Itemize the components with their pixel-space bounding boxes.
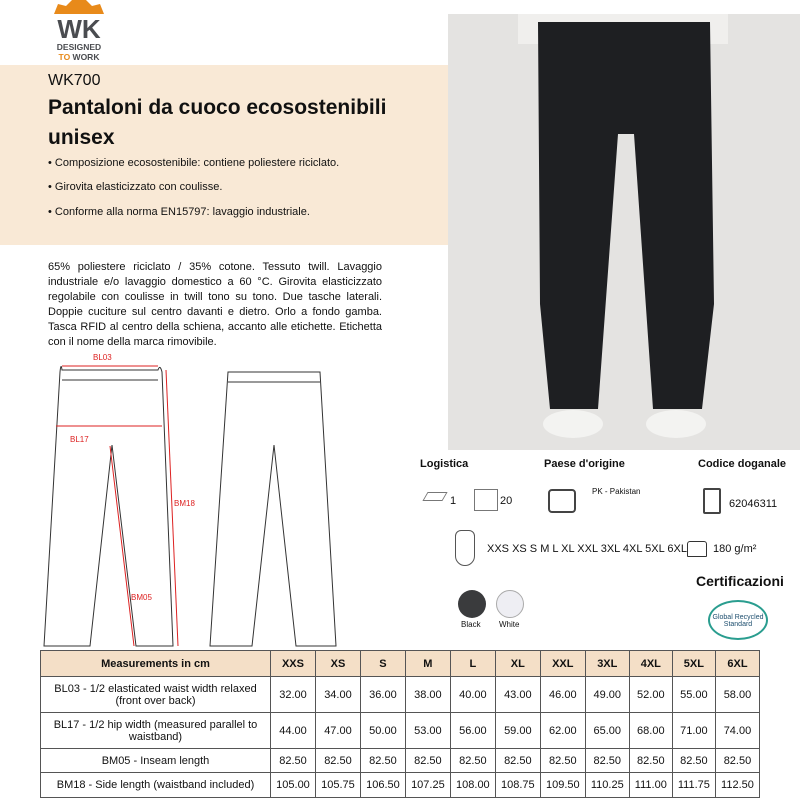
column-header: XL: [495, 651, 540, 677]
measurement-value: 53.00: [405, 713, 450, 749]
column-header: XXS: [271, 651, 316, 677]
box-qty: 20: [500, 495, 513, 507]
certifications-heading: Certificazioni: [696, 573, 784, 589]
origin-country: PK - Pakistan: [592, 487, 641, 496]
measurement-value: 82.50: [672, 749, 715, 773]
wk-logo: [46, 0, 112, 62]
measurement-value: 44.00: [271, 713, 316, 749]
measurement-value: 71.00: [672, 713, 715, 749]
label-bm05: BM05: [131, 593, 152, 602]
table-header-row: [41, 651, 760, 677]
column-header: 3XL: [585, 651, 629, 677]
measurement-value: 65.00: [585, 713, 629, 749]
measurement-value: 105.00: [271, 773, 316, 798]
measurement-name: BM05 - Inseam length: [41, 749, 271, 773]
column-header: 6XL: [715, 651, 759, 677]
product-code: WK700: [48, 72, 101, 89]
color-label-white: White: [499, 620, 520, 629]
box-icon: [474, 489, 498, 511]
fabric-weight: 180 g/m²: [713, 543, 757, 555]
bullet: • Girovita elasticizzato con coulisse.: [48, 181, 223, 193]
measurement-value: 55.00: [672, 677, 715, 713]
table-row: [41, 749, 760, 773]
measurement-value: 106.50: [360, 773, 405, 798]
measurement-value: 43.00: [495, 677, 540, 713]
measurement-value: 46.00: [540, 677, 585, 713]
label-bl03: BL03: [93, 353, 112, 362]
measurement-value: 40.00: [450, 677, 495, 713]
svg-text:TO WORK: TO WORK: [58, 52, 100, 62]
available-sizes: XXS XS S M L XL XXL 3XL 4XL 5XL 6XL: [487, 543, 687, 555]
clipboard-barcode-icon: [703, 488, 721, 514]
column-header: XXL: [540, 651, 585, 677]
measurement-name: BL17 - 1/2 hip width (measured parallel to waistband): [41, 713, 271, 749]
measurement-value: 82.50: [585, 749, 629, 773]
unit-qty: 1: [450, 495, 457, 507]
column-header: 4XL: [629, 651, 672, 677]
measurement-value: 112.50: [715, 773, 759, 798]
label-bl17: BL17: [70, 435, 89, 444]
table-row: [41, 677, 760, 713]
color-label-black: Black: [461, 620, 481, 629]
column-header: 5XL: [672, 651, 715, 677]
measurement-value: 50.00: [360, 713, 405, 749]
table-row: [41, 773, 760, 798]
color-swatch-white[interactable]: [496, 590, 524, 618]
customs-code: 62046311: [729, 498, 778, 510]
measurement-value: 34.00: [315, 677, 360, 713]
measurement-value: 52.00: [629, 677, 672, 713]
measurement-value: 109.50: [540, 773, 585, 798]
logistics-heading: Logistica: [420, 458, 469, 470]
measurement-value: 47.00: [315, 713, 360, 749]
origin-heading: Paese d'origine: [544, 458, 625, 470]
technical-drawing: [38, 350, 338, 650]
measurement-value: 68.00: [629, 713, 672, 749]
front-view: [44, 366, 173, 646]
measurement-value: 32.00: [271, 677, 316, 713]
table-row: [41, 713, 760, 749]
svg-text:WK: WK: [57, 14, 101, 44]
measurement-value: 111.00: [629, 773, 672, 798]
measurement-value: 82.50: [629, 749, 672, 773]
weight-icon: [687, 541, 707, 557]
product-photo: [448, 14, 800, 450]
measurement-value: 58.00: [715, 677, 759, 713]
label-bm18: BM18: [174, 499, 195, 508]
column-header: M: [405, 651, 450, 677]
measurement-value: 62.00: [540, 713, 585, 749]
measurement-value: 105.75: [315, 773, 360, 798]
measurement-value: 110.25: [585, 773, 629, 798]
column-header: L: [450, 651, 495, 677]
measurement-value: 82.50: [315, 749, 360, 773]
measurement-value: 59.00: [495, 713, 540, 749]
measurement-value: 36.00: [360, 677, 405, 713]
color-swatch-black[interactable]: [458, 590, 486, 618]
measurement-value: 82.50: [495, 749, 540, 773]
measurement-value: 82.50: [450, 749, 495, 773]
measurement-value: 82.50: [360, 749, 405, 773]
measurement-value: 38.00: [405, 677, 450, 713]
measurement-value: 49.00: [585, 677, 629, 713]
grs-certification-logo: Global Recycled Standard: [708, 600, 768, 640]
measurement-value: 108.75: [495, 773, 540, 798]
measurements-table: [40, 650, 760, 798]
column-header: Measurements in cm: [41, 651, 271, 677]
column-header: S: [360, 651, 405, 677]
measurement-name: BM18 - Side length (waistband included): [41, 773, 271, 798]
measurement-value: 82.50: [715, 749, 759, 773]
measurement-value: 82.50: [405, 749, 450, 773]
measurement-name: BL03 - 1/2 elasticated waist width relaxed (front over back): [41, 677, 271, 713]
measurement-value: 74.00: [715, 713, 759, 749]
product-title: Pantaloni da cuoco ecosostenibili unisex: [48, 96, 387, 149]
measurement-value: 108.00: [450, 773, 495, 798]
back-view: [210, 372, 336, 646]
bullet: • Conforme alla norma EN15797: lavaggio industriale.: [48, 206, 310, 218]
measurement-value: 111.75: [672, 773, 715, 798]
unit-package-icon: [422, 492, 447, 501]
sewing-machine-icon: [548, 489, 576, 513]
measurement-value: 56.00: [450, 713, 495, 749]
measurement-value: 107.25: [405, 773, 450, 798]
product-description: 65% poliestere riciclato / 35% cotone. Tessuto twill. Lavaggio industriale e/o lavaggio domestico a 60 °C. Girovita elasticizzato regolabile con coulisse in twill tono su tono. Due tasche laterali. Doppie cuciture sul centro davanti e dietro. Orlo a fondo gamba. Tasca RFID al centro della schiena, accanto alle etichette. Etichetta con il nome della marca rimovibile.: [48, 261, 382, 348]
customs-heading: Codice doganale: [698, 458, 787, 470]
column-header: XS: [315, 651, 360, 677]
measurement-value: 82.50: [271, 749, 316, 773]
mannequin-icon: [455, 530, 475, 566]
bullet: • Composizione ecosostenibile: contiene poliestere riciclato.: [48, 157, 340, 169]
svg-text:DESIGNED: DESIGNED: [56, 42, 102, 52]
measurement-value: 82.50: [540, 749, 585, 773]
